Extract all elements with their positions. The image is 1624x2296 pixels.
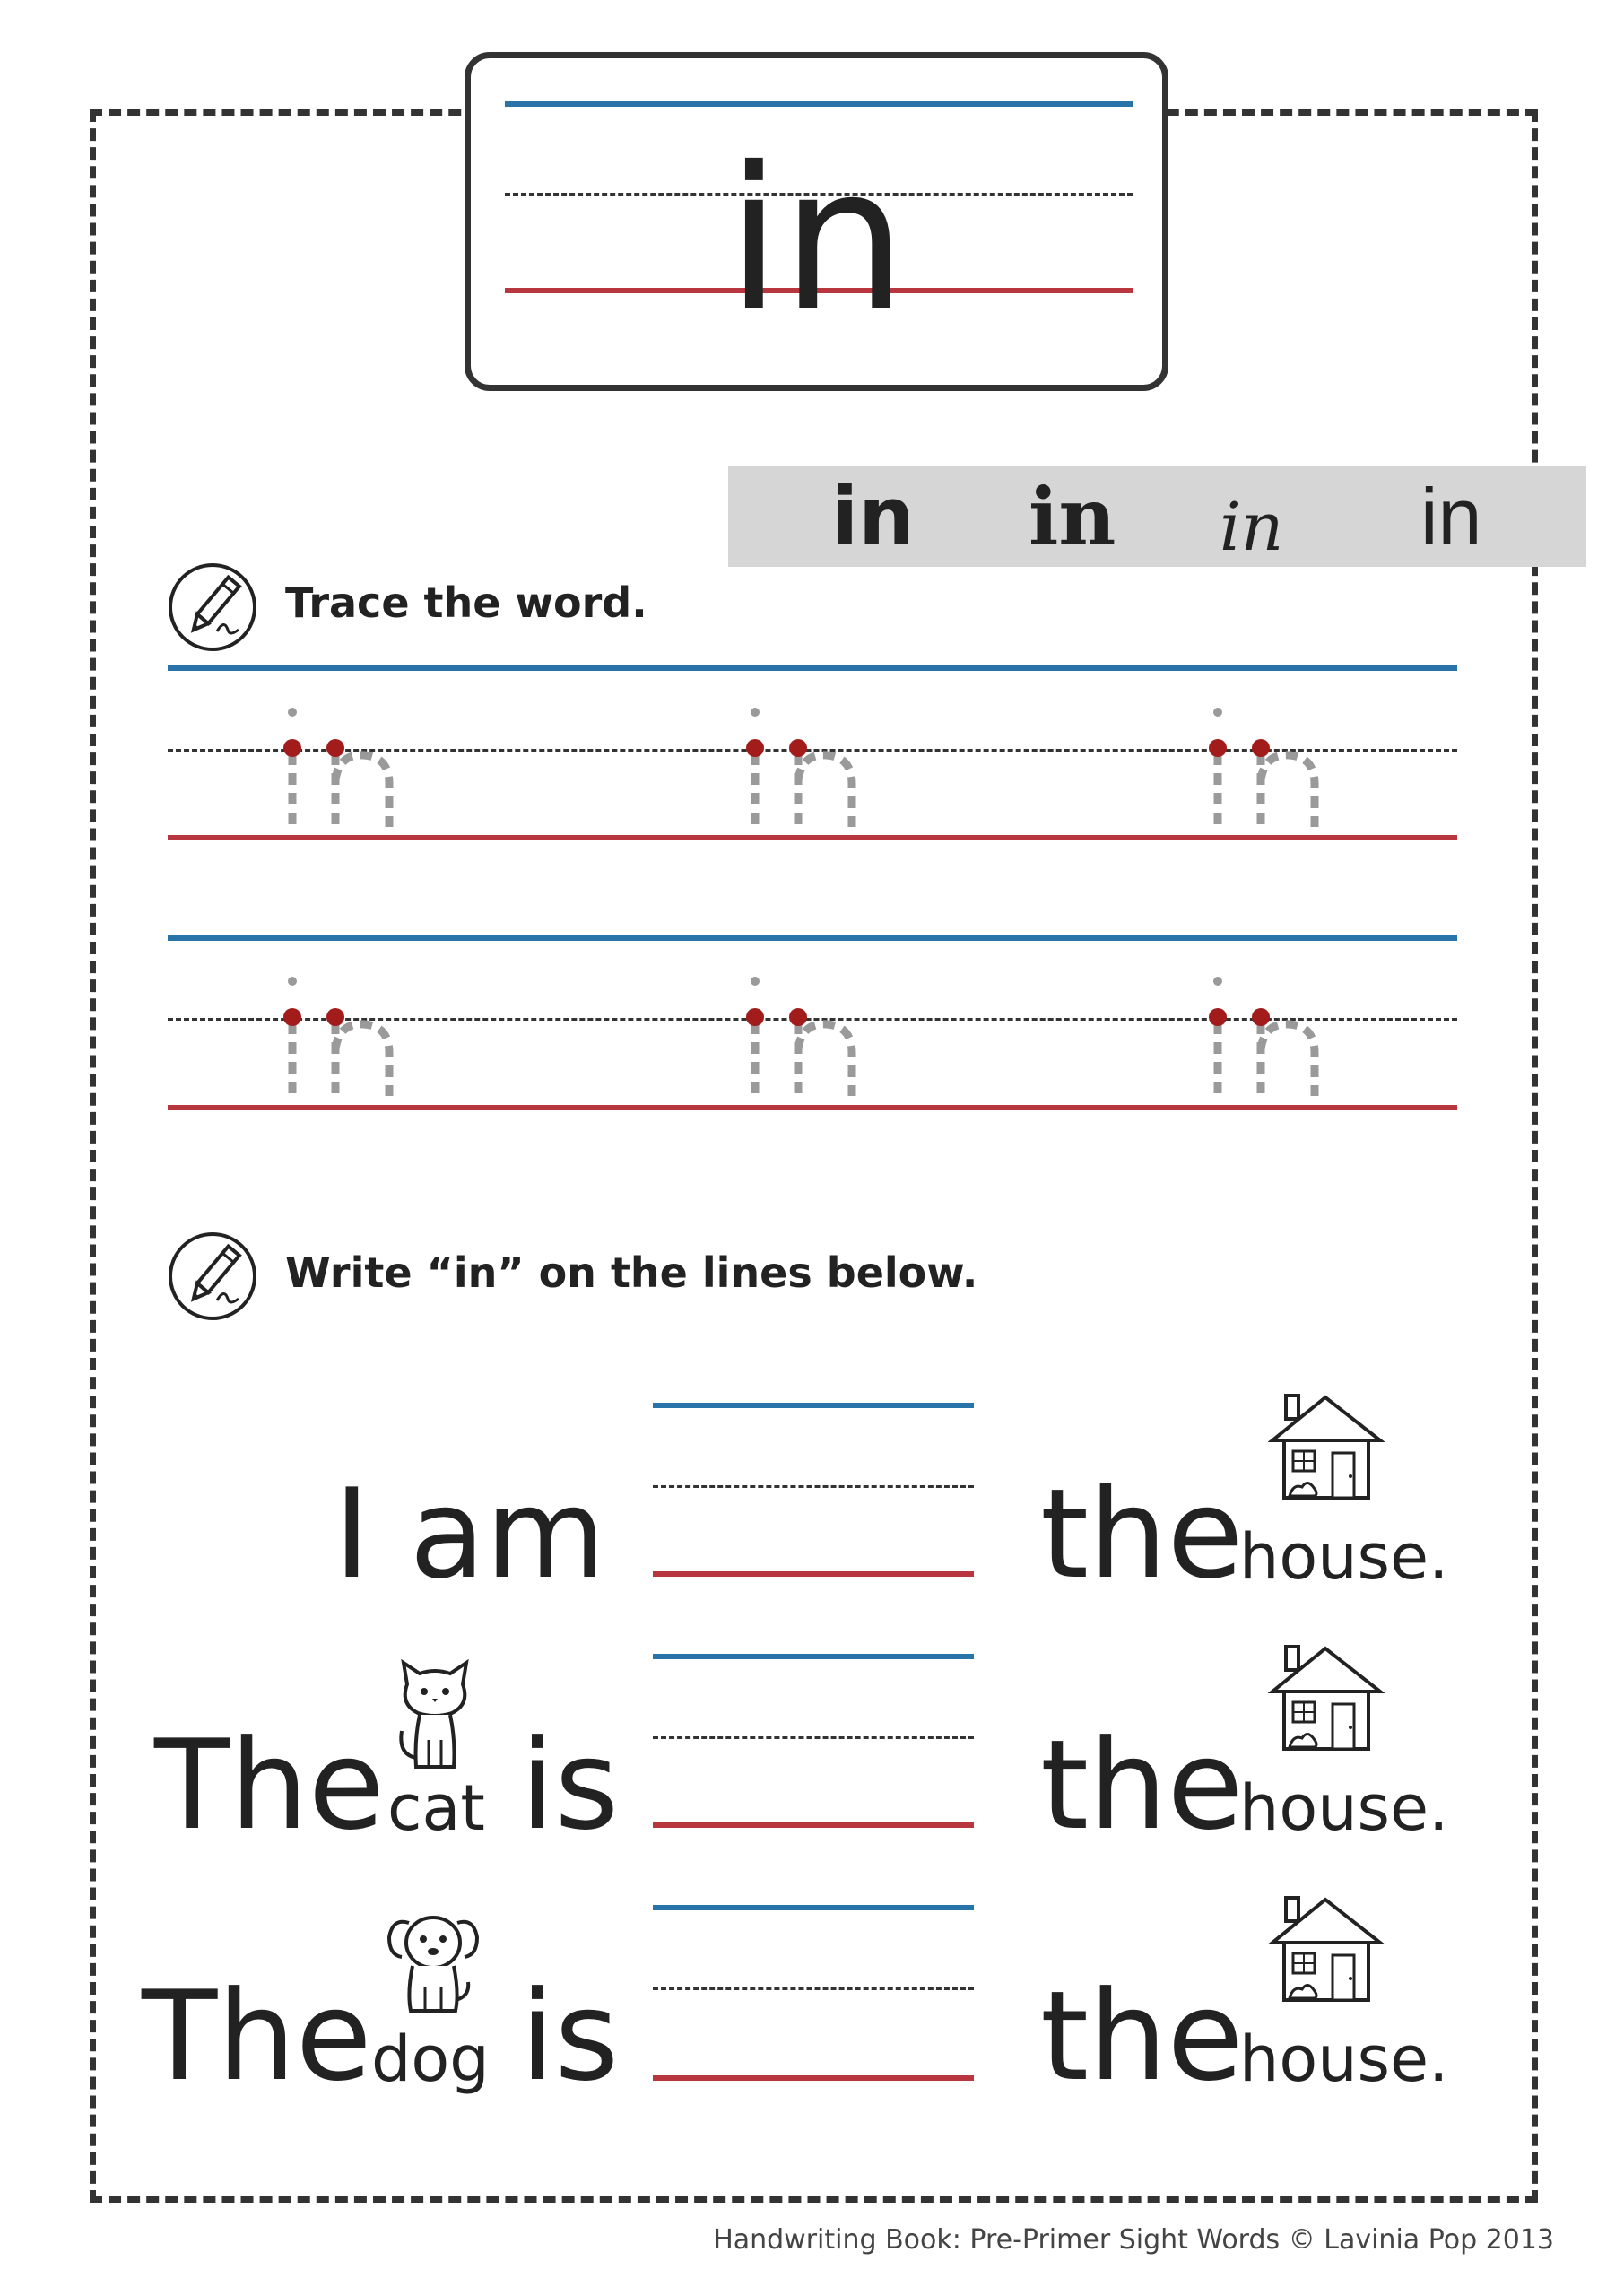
write-line-1-mid[interactable] — [653, 1485, 974, 1488]
trace-word — [746, 708, 852, 827]
sentence-2-the: The — [154, 1713, 385, 1857]
write-line-2-mid[interactable] — [653, 1736, 974, 1739]
footer-credit: Handwriting Book: Pre-Primer Sight Words © Lavinia Pop 2013 — [713, 2224, 1554, 2256]
sentence-3-animal: dog — [371, 2022, 490, 2096]
pencil-icon — [169, 1232, 256, 1320]
sentence-2-noun: house. — [1239, 1771, 1449, 1845]
trace-word — [1209, 977, 1315, 1096]
house-icon — [1268, 1641, 1385, 1758]
write-line-1-top[interactable] — [653, 1403, 974, 1408]
font-sample-serif: in — [1029, 470, 1116, 563]
write-instruction: Write “in” on the lines below. — [285, 1248, 978, 1297]
trace-word — [283, 977, 389, 1096]
sentence-2-animal: cat — [387, 1771, 485, 1845]
sentence-3-the: The — [142, 1964, 372, 2109]
write-line-2-base[interactable] — [653, 1822, 974, 1828]
trace-word — [283, 708, 389, 827]
trace-word — [1209, 708, 1315, 827]
sentence-2-verb: is — [520, 1713, 620, 1857]
write-line-3-mid[interactable] — [653, 1987, 974, 1990]
sentence-2-the-end: the — [1040, 1713, 1244, 1857]
sentence-3-verb: is — [520, 1964, 620, 2109]
house-icon — [1268, 1892, 1385, 2009]
write-line-2-top[interactable] — [653, 1654, 974, 1659]
trace-instruction: Trace the word. — [285, 578, 647, 627]
dog-icon — [384, 1910, 482, 2018]
sentence-3-the-end: the — [1040, 1964, 1244, 2109]
font-sample-cursive: in — [1220, 489, 1284, 566]
cat-icon — [395, 1659, 475, 1776]
font-sample-print: in — [1420, 472, 1482, 561]
write-line-1-base[interactable] — [653, 1571, 974, 1577]
trace-word — [746, 977, 852, 1096]
sentence-1-start: I am — [334, 1462, 606, 1606]
sentence-3-noun: house. — [1239, 2022, 1449, 2096]
write-line-3-top[interactable] — [653, 1905, 974, 1910]
house-icon — [1268, 1390, 1385, 1507]
write-line-3-base[interactable] — [653, 2075, 974, 2081]
sentence-1-noun: house. — [1239, 1520, 1449, 1594]
font-sample-sans: in — [831, 470, 915, 562]
sentence-1-the: the — [1040, 1462, 1244, 1606]
title-word: in — [726, 125, 907, 354]
